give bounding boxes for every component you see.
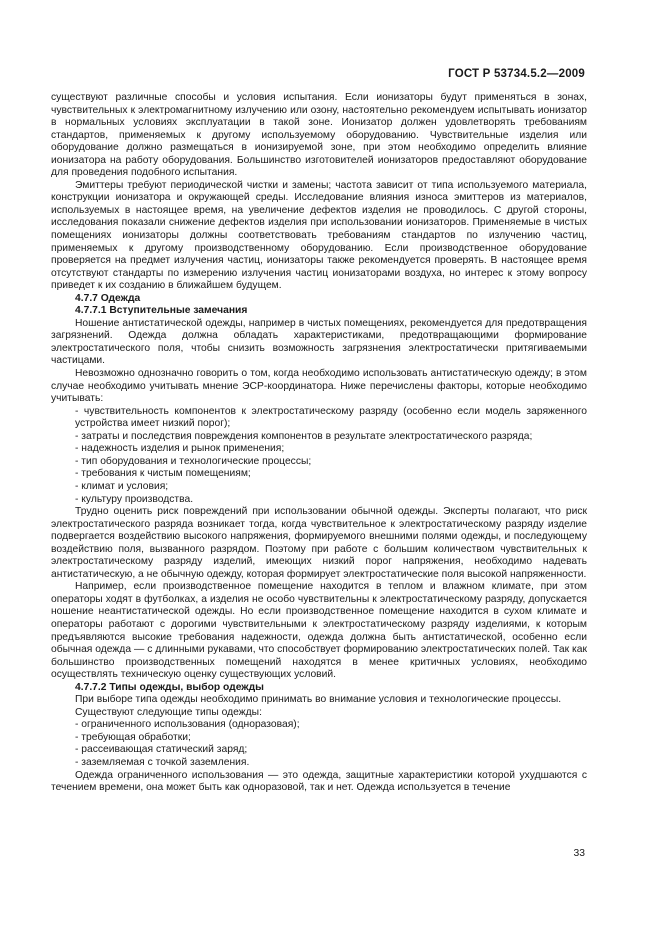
page-number: 33	[573, 848, 585, 859]
section-heading: 4.7.7 Одежда	[75, 292, 141, 304]
list-item: - требования к чистым помещениям;	[75, 468, 251, 480]
list-item: - климат и условия;	[75, 480, 169, 492]
paragraph: Например, если производственное помещение находится в теплом и влажном климате, при этом операторы ходят в футболках, а изделия не особо чувствительны к электростатическому разряду, допускается ношение неантистатической одежды. Но если производственное помещение находится в сухом климате и операторы работают с дорогими чувствительными к электростатическому разряду изделиями, к которым предъявляются высокие требования надежности, одежда должна быть антистатической, особенно если обычная одежда — с длинными рукавами, что способствует формированию электростатических полей. Так как большинство производственных помещений находятся в менее критичных условиях, необходимо осуществлять техническую оценку существующих условий.	[51, 581, 587, 681]
paragraph: Одежда ограниченного использования — это одежда, защитные характеристики которой ухудшаются с течением времени, она может быть как одноразовой, так и нет. Одежда используется в течение	[51, 769, 587, 794]
section-heading: 4.7.7.2 Типы одежды, выбор одежды	[75, 681, 264, 693]
paragraph: существуют различные способы и условия испытания. Если ионизаторы будут применяться в зонах, чувствительных к электромагнитному излучению или озону, настоятельно рекомендуем испытывать ионизатор в нормальных условиях эксплуатации в такой зоне. Ионизатор должен удовлетворять требованиям стандартов, применяемых к другому используемому оборудованию. Чувствительные изделия или оборудование должно размещаться в ионизируемой зоне, при этом необходимо определить влияние ионизатора на работу оборудования. Большинство изготовителей ионизаторов предоставляют оборудование для проведения подобного испытания.	[51, 92, 587, 179]
list-item: - тип оборудования и технологические процессы;	[75, 455, 312, 467]
paragraph: При выборе типа одежды необходимо принимать во внимание условия и технологические процессы.	[75, 694, 562, 706]
list-item: - рассеивающая статический заряд;	[75, 744, 248, 756]
paragraph: Ношение антистатической одежды, например в чистых помещениях, рекомендуется для предотвращения загрязнений. Одежда должна обладать характеристиками, предотвращающими формирование электростатического поля, чтобы снизить возможность загрязнения электростатически притягиваемыми частицами.	[51, 317, 587, 367]
list-item: - надежность изделия и рынок применения;	[75, 443, 285, 455]
list-item: - заземляемая с точкой заземления.	[75, 756, 250, 768]
list-item: - чувствительность компонентов к электростатическому разряду (особенно если модель заряженного устройства имеет низкий порог);	[75, 405, 587, 430]
paragraph: Эмиттеры требуют периодической чистки и замены; частота зависит от типа используемого материала, конструкции ионизатора и окружающей среды. Исследование влияния износа эмиттеров из материалов, используемых в настоящее время, на увеличение дефектов изделия не проводилось. С другой стороны, исследования показали снижение дефектов изделия при использовании ионизаторов. Применяемые в чистых помещениях ионизаторы должны соответствовать требованиям стандартов по излучению частиц, применяемых к другому производственному оборудованию. Если производственное оборудование проверяется на предмет излучения частиц, ионизаторы также рекомендуется проверять. В настоящее время отсутствуют стандарты по измерению излучения частиц ионизаторами воздуха, но интерес к этому вопросу приведет к их созданию в ближайшем будущем.	[51, 179, 587, 292]
document-body	[51, 92, 587, 795]
paragraph: Существуют следующие типы одежды:	[75, 706, 262, 718]
paragraph: Трудно оценить риск повреждений при использовании обычной одежды. Эксперты полагают, что риск электростатического разряда возникает тогда, когда чувствительное к электростатическому разряду изделие подвергается воздействию высокого напряжения, формируемого внешними полями одежды, и последующему воздействию поля, вызванного разрядом. Поэтому при работе с большим количеством чувствительных к электростатическому разряду изделий, имеющих низкий порог напряжения, необходимо надевать антистатическую, а не обычную одежду, которая формирует электростатические поля высокой напряженности.	[51, 506, 587, 580]
list-item: - требующая обработки;	[75, 731, 191, 743]
list-item: - затраты и последствия повреждения компонентов в результате электростатического разряда;	[75, 430, 533, 442]
section-heading: 4.7.7.1 Вступительные замечания	[75, 305, 248, 317]
paragraph: Невозможно однозначно говорить о том, когда необходимо использовать антистатическую одежду; в этом случае необходимо учитывать мнение ЭСР-координатора. Ниже перечислены факторы, которые необходимо учитывать:	[51, 368, 587, 405]
list-item: - культуру производства.	[75, 493, 194, 505]
list-item: - ограниченного использования (одноразовая);	[75, 719, 300, 731]
document-header: ГОСТ Р 53734.5.2—2009	[448, 68, 585, 80]
